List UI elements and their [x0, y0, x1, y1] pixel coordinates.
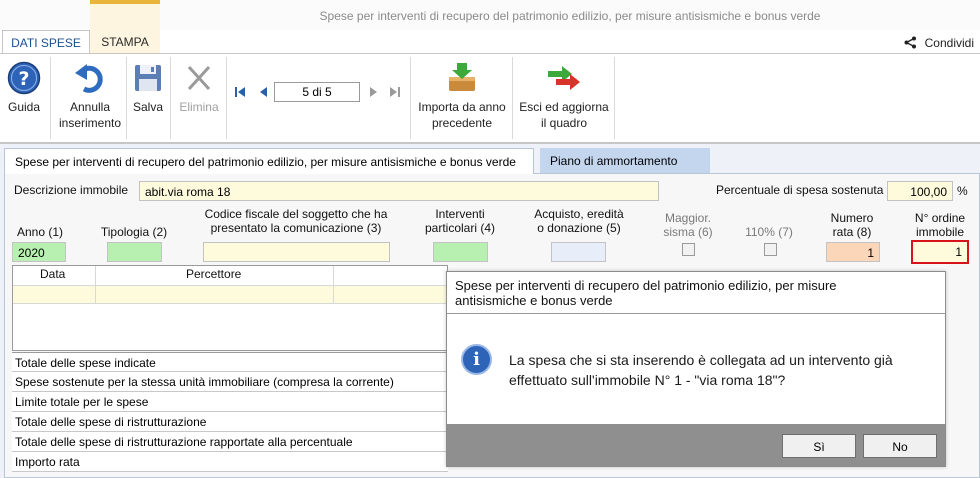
descrizione-label: Descrizione immobile: [14, 183, 129, 197]
share-label: Condividi: [924, 36, 974, 50]
spese-stessa-unita: Spese sostenute per la stessa unità immobiliare (compresa la corrente): [12, 372, 448, 392]
dialog-message: [509, 350, 929, 390]
descrizione-input[interactable]: abit.via roma 18: [139, 181, 659, 201]
toolbar-separator: [614, 57, 615, 139]
rata-label-line2: rata (8): [832, 225, 872, 239]
toolbar-separator: [170, 57, 171, 139]
grid-divider: [95, 266, 96, 304]
annulla-inserimento-button[interactable]: [56, 61, 124, 131]
grid-divider: [333, 266, 334, 304]
help-icon: [4, 61, 44, 95]
toolbar-separator: [226, 57, 227, 139]
next-record-icon[interactable]: [368, 86, 378, 101]
ordine-label-line1: N° ordine: [914, 211, 966, 225]
ordine-immobile-input[interactable]: 1: [911, 240, 969, 264]
esci-label-line1: Esci ed aggiorna: [519, 100, 609, 114]
dialog-message-line2: effettuato sull'immobile N° 1 - "via roma 18"?: [509, 372, 786, 388]
rata-label-line1: Numero: [830, 211, 874, 225]
acquisto-label: [524, 207, 634, 235]
grid-header-data: Data: [40, 267, 66, 281]
yes-button[interactable]: Sì: [782, 434, 856, 458]
codice-fiscale-label: [196, 207, 396, 235]
delete-icon: [176, 61, 222, 95]
percentuale-label: Percentuale di spesa sostenuta: [716, 183, 884, 197]
interventi-input[interactable]: [433, 242, 488, 262]
first-record-icon[interactable]: [234, 86, 246, 101]
tab-stampa[interactable]: STAMPA: [101, 35, 149, 49]
save-icon: [130, 61, 166, 95]
toolbar-separator: [410, 57, 411, 139]
exit-arrows-icon: [516, 61, 612, 95]
importa-label-line1: Importa da anno: [418, 100, 506, 114]
percent-sign: %: [957, 184, 968, 198]
tipologia-label: Tipologia (2): [100, 225, 168, 239]
svg-text:?: ?: [18, 68, 30, 90]
anno-input[interactable]: 2020: [12, 242, 66, 262]
share-button[interactable]: [904, 35, 974, 50]
ordine-label-line2: immobile: [915, 225, 964, 239]
share-icon: [904, 35, 921, 50]
salva-button[interactable]: [130, 61, 166, 115]
toolbar-separator: [512, 57, 513, 139]
interventi-label: [420, 207, 500, 235]
record-counter[interactable]: 5 di 5: [274, 82, 360, 102]
undo-icon: [56, 61, 124, 95]
no-button[interactable]: No: [863, 434, 937, 458]
import-icon: [414, 61, 510, 95]
importa-label-line2: precedente: [431, 116, 493, 130]
numero-rata-input[interactable]: 1: [826, 242, 880, 262]
elimina-label: Elimina: [179, 100, 219, 114]
table-row[interactable]: [13, 285, 447, 304]
totale-ristrutturazione-percentuale: Totale delle spese di ristrutturazione rapportate alla percentuale: [12, 432, 448, 452]
superbonus-label: 110% (7): [745, 225, 793, 239]
tab-dati-spese[interactable]: DATI SPESE: [2, 30, 90, 54]
info-icon: i: [461, 344, 492, 375]
dialog-title: [455, 278, 935, 308]
elimina-button[interactable]: [176, 61, 222, 115]
toolbar-separator: [126, 57, 127, 139]
limite-totale-spese: Limite totale per le spese: [12, 392, 448, 412]
percentuale-input[interactable]: 100,00: [887, 181, 953, 201]
anno-label: Anno (1): [16, 225, 64, 239]
dialog-message-line1: La spesa che si sta inserendo è collegata ad un intervento già: [509, 352, 893, 368]
previous-record-icon[interactable]: [259, 86, 269, 101]
tab-piano-ammortamento[interactable]: Piano di ammortamento: [540, 148, 710, 174]
dialog-title-line2: antisismiche e bonus verde: [455, 293, 613, 308]
esci-aggiorna-quadro-button[interactable]: [516, 61, 612, 131]
importo-rata: Importo rata: [12, 452, 448, 472]
sisma-label-line2: sisma (6): [663, 225, 713, 239]
sisma-checkbox[interactable]: [682, 243, 695, 256]
guida-label: Guida: [7, 100, 41, 114]
esci-label-line2: il quadro: [540, 116, 588, 130]
salva-label: Salva: [132, 100, 164, 114]
totale-spese-ristrutturazione: Totale delle spese di ristrutturazione: [12, 412, 448, 432]
tab-spese-interventi[interactable]: Spese per interventi di recupero del patrimonio edilizio, per misure antisismiche e bonus verde: [4, 148, 534, 174]
superbonus-checkbox[interactable]: [764, 243, 777, 256]
codice-label-line1: Codice fiscale del soggetto che ha: [204, 207, 388, 221]
importa-anno-precedente-button[interactable]: [414, 61, 510, 131]
numero-rata-label: [820, 211, 884, 239]
acquisto-input[interactable]: [551, 242, 606, 262]
annulla-label-line2: inserimento: [58, 116, 122, 130]
interventi-label-line1: Interventi: [435, 207, 485, 221]
sisma-label: [652, 211, 724, 239]
ordine-immobile-label: [904, 211, 976, 239]
grid-header-percettore: Percettore: [186, 267, 242, 281]
tipologia-input[interactable]: [107, 242, 162, 262]
last-record-icon[interactable]: [389, 86, 401, 101]
sisma-label-line1: Maggior.: [664, 211, 712, 225]
acquisto-label-line1: Acquisto, eredità: [534, 207, 624, 221]
dialog-title-line1: Spese per interventi di recupero del patrimonio edilizio, per misure: [455, 278, 837, 293]
totale-spese-indicate: Totale delle spese indicate: [12, 352, 448, 372]
guida-button[interactable]: [4, 61, 44, 115]
window-title: Spese per interventi di recupero del patrimonio edilizio, per misure antisismiche e bonus verde: [319, 9, 821, 23]
toolbar-separator: [50, 57, 51, 139]
dialog-divider: [447, 313, 945, 314]
acquisto-label-line2: o donazione (5): [537, 221, 621, 235]
codice-fiscale-input[interactable]: [203, 242, 390, 262]
annulla-label-line1: Annulla: [69, 100, 111, 114]
interventi-label-line2: particolari (4): [424, 221, 496, 235]
codice-label-line2: presentato la comunicazione (3): [210, 221, 382, 235]
